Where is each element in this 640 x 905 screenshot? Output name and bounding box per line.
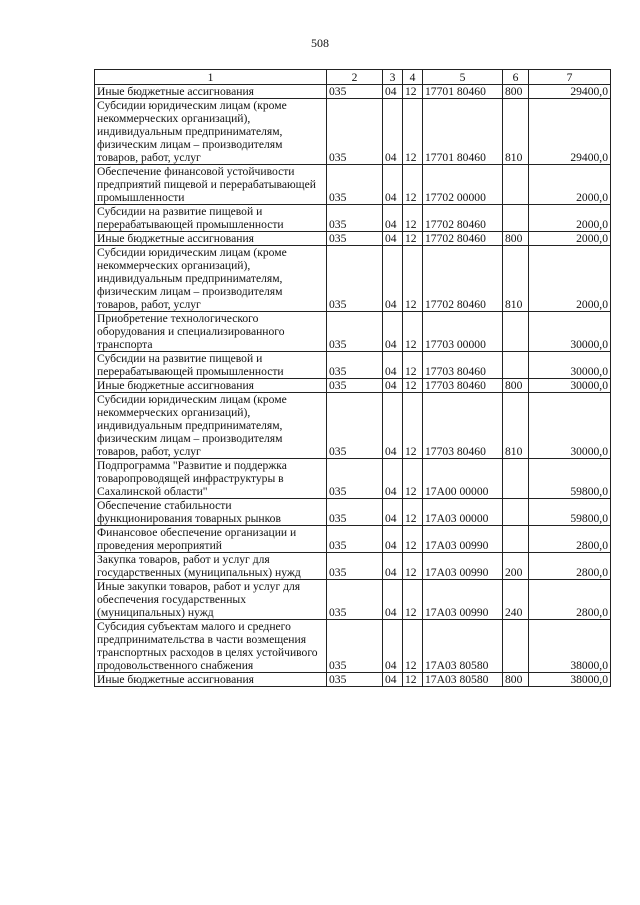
expense-type-cell: 810 <box>503 246 529 312</box>
ministry-code-cell: 035 <box>327 232 383 246</box>
table-row <box>95 393 611 459</box>
ministry-code-cell: 035 <box>327 459 383 499</box>
expense-type-cell <box>503 620 529 673</box>
expense-type-cell: 800 <box>503 232 529 246</box>
column-header: 7 <box>529 70 611 85</box>
expense-type-cell <box>503 165 529 205</box>
table-row <box>95 99 611 165</box>
subsection-code-cell: 12 <box>403 352 423 379</box>
amount-cell: 38000,0 <box>529 673 611 687</box>
section-code-cell: 04 <box>383 459 403 499</box>
expense-type-cell: 800 <box>503 379 529 393</box>
ministry-code-cell: 035 <box>327 205 383 232</box>
subsection-code-cell: 12 <box>403 205 423 232</box>
table-row <box>95 553 611 580</box>
expense-type-cell <box>503 352 529 379</box>
ministry-code-cell: 035 <box>327 526 383 553</box>
expense-name-cell: Иные бюджетные ассигнования <box>95 379 327 393</box>
expense-type-cell <box>503 205 529 232</box>
subsection-code-cell: 12 <box>403 580 423 620</box>
amount-cell: 2000,0 <box>529 165 611 205</box>
expense-name-cell: Субсидии на развитие пищевой и перерабатывающей промышленности <box>95 205 327 232</box>
expense-type-cell: 800 <box>503 673 529 687</box>
amount-cell: 29400,0 <box>529 99 611 165</box>
table-row <box>95 526 611 553</box>
expense-type-cell <box>503 312 529 352</box>
expense-name-cell: Закупка товаров, работ и услуг для государственных (муниципальных) нужд <box>95 553 327 580</box>
table-row <box>95 205 611 232</box>
ministry-code-cell: 035 <box>327 165 383 205</box>
target-article-cell: 17А03 80580 <box>423 620 503 673</box>
ministry-code-cell: 035 <box>327 312 383 352</box>
subsection-code-cell: 12 <box>403 673 423 687</box>
target-article-cell: 17А03 80580 <box>423 673 503 687</box>
column-header: 5 <box>423 70 503 85</box>
amount-cell: 59800,0 <box>529 459 611 499</box>
expense-type-cell: 810 <box>503 393 529 459</box>
target-article-cell: 17А03 00990 <box>423 526 503 553</box>
amount-cell: 2800,0 <box>529 526 611 553</box>
column-header: 4 <box>403 70 423 85</box>
ministry-code-cell: 035 <box>327 393 383 459</box>
subsection-code-cell: 12 <box>403 246 423 312</box>
expense-type-cell <box>503 499 529 526</box>
expense-name-cell: Субсидии юридическим лицам (кроме некоммерческих организаций), индивидуальным предпринимателям, физическим лицам – производителям товаров, работ, услуг <box>95 393 327 459</box>
amount-cell: 38000,0 <box>529 620 611 673</box>
subsection-code-cell: 12 <box>403 379 423 393</box>
ministry-code-cell: 035 <box>327 620 383 673</box>
budget-table <box>94 69 611 687</box>
target-article-cell: 17А03 00990 <box>423 553 503 580</box>
amount-cell: 2000,0 <box>529 246 611 312</box>
table-row <box>95 580 611 620</box>
table-body <box>95 85 611 687</box>
subsection-code-cell: 12 <box>403 499 423 526</box>
subsection-code-cell: 12 <box>403 553 423 580</box>
amount-cell: 30000,0 <box>529 352 611 379</box>
ministry-code-cell: 035 <box>327 580 383 620</box>
section-code-cell: 04 <box>383 85 403 99</box>
column-header: 6 <box>503 70 529 85</box>
expense-type-cell <box>503 526 529 553</box>
target-article-cell: 17702 80460 <box>423 246 503 312</box>
ministry-code-cell: 035 <box>327 246 383 312</box>
section-code-cell: 04 <box>383 165 403 205</box>
expense-name-cell: Иные закупки товаров, работ и услуг для обеспечения государственных (муниципальных) нужд <box>95 580 327 620</box>
target-article-cell: 17А00 00000 <box>423 459 503 499</box>
section-code-cell: 04 <box>383 553 403 580</box>
ministry-code-cell: 035 <box>327 379 383 393</box>
expense-name-cell: Субсидии юридическим лицам (кроме некоммерческих организаций), индивидуальным предпринимателям, физическим лицам – производителям товаров, работ, услуг <box>95 99 327 165</box>
expense-name-cell: Субсидии юридическим лицам (кроме некоммерческих организаций), индивидуальным предпринимателям, физическим лицам – производителям товаров, работ, услуг <box>95 246 327 312</box>
table-row <box>95 85 611 99</box>
expense-type-cell: 810 <box>503 99 529 165</box>
section-code-cell: 04 <box>383 99 403 165</box>
target-article-cell: 17701 80460 <box>423 99 503 165</box>
section-code-cell: 04 <box>383 673 403 687</box>
section-code-cell: 04 <box>383 312 403 352</box>
target-article-cell: 17703 80460 <box>423 379 503 393</box>
page-number: 508 <box>311 36 329 50</box>
amount-cell: 2000,0 <box>529 232 611 246</box>
target-article-cell: 17702 00000 <box>423 165 503 205</box>
section-code-cell: 04 <box>383 352 403 379</box>
table-row <box>95 232 611 246</box>
subsection-code-cell: 12 <box>403 393 423 459</box>
table-row <box>95 459 611 499</box>
expense-type-cell <box>503 459 529 499</box>
expense-name-cell: Подпрограмма "Развитие и поддержка товаропроводящей инфраструктуры в Сахалинской области" <box>95 459 327 499</box>
expense-name-cell: Субсидия субъектам малого и среднего предпринимательства в части возмещения транспортных расходов в целях устойчивого продовольственного снабжения <box>95 620 327 673</box>
amount-cell: 2000,0 <box>529 205 611 232</box>
table-row <box>95 620 611 673</box>
subsection-code-cell: 12 <box>403 620 423 673</box>
ministry-code-cell: 035 <box>327 99 383 165</box>
ministry-code-cell: 035 <box>327 499 383 526</box>
subsection-code-cell: 12 <box>403 99 423 165</box>
target-article-cell: 17А03 00990 <box>423 580 503 620</box>
subsection-code-cell: 12 <box>403 526 423 553</box>
table-row <box>95 352 611 379</box>
section-code-cell: 04 <box>383 620 403 673</box>
amount-cell: 30000,0 <box>529 393 611 459</box>
expense-type-cell: 240 <box>503 580 529 620</box>
expense-name-cell: Иные бюджетные ассигнования <box>95 85 327 99</box>
target-article-cell: 17701 80460 <box>423 85 503 99</box>
subsection-code-cell: 12 <box>403 459 423 499</box>
target-article-cell: 17702 80460 <box>423 232 503 246</box>
expense-name-cell: Обеспечение стабильности функционирования товарных рынков <box>95 499 327 526</box>
table-row <box>95 246 611 312</box>
expense-name-cell: Приобретение технологического оборудования и специализированного транспорта <box>95 312 327 352</box>
column-header: 1 <box>95 70 327 85</box>
expense-name-cell: Обеспечение финансовой устойчивости предприятий пищевой и перерабатывающей промышленности <box>95 165 327 205</box>
target-article-cell: 17А03 00000 <box>423 499 503 526</box>
table-row <box>95 312 611 352</box>
section-code-cell: 04 <box>383 246 403 312</box>
section-code-cell: 04 <box>383 526 403 553</box>
expense-name-cell: Субсидии на развитие пищевой и перерабатывающей промышленности <box>95 352 327 379</box>
section-code-cell: 04 <box>383 393 403 459</box>
subsection-code-cell: 12 <box>403 165 423 205</box>
table-row <box>95 499 611 526</box>
expense-name-cell: Иные бюджетные ассигнования <box>95 232 327 246</box>
table-row <box>95 379 611 393</box>
ministry-code-cell: 035 <box>327 673 383 687</box>
table-row <box>95 673 611 687</box>
expense-type-cell: 800 <box>503 85 529 99</box>
section-code-cell: 04 <box>383 205 403 232</box>
amount-cell: 2800,0 <box>529 553 611 580</box>
section-code-cell: 04 <box>383 580 403 620</box>
expense-name-cell: Финансовое обеспечение организации и проведения мероприятий <box>95 526 327 553</box>
table-row <box>95 165 611 205</box>
target-article-cell: 17703 80460 <box>423 393 503 459</box>
target-article-cell: 17703 80460 <box>423 352 503 379</box>
expense-type-cell: 200 <box>503 553 529 580</box>
amount-cell: 59800,0 <box>529 499 611 526</box>
section-code-cell: 04 <box>383 379 403 393</box>
amount-cell: 30000,0 <box>529 379 611 393</box>
column-header: 2 <box>327 70 383 85</box>
target-article-cell: 17702 80460 <box>423 205 503 232</box>
target-article-cell: 17703 00000 <box>423 312 503 352</box>
subsection-code-cell: 12 <box>403 312 423 352</box>
amount-cell: 2800,0 <box>529 580 611 620</box>
table-header-row <box>95 70 611 85</box>
subsection-code-cell: 12 <box>403 85 423 99</box>
ministry-code-cell: 035 <box>327 85 383 99</box>
expense-name-cell: Иные бюджетные ассигнования <box>95 673 327 687</box>
section-code-cell: 04 <box>383 232 403 246</box>
column-header: 3 <box>383 70 403 85</box>
amount-cell: 29400,0 <box>529 85 611 99</box>
ministry-code-cell: 035 <box>327 352 383 379</box>
amount-cell: 30000,0 <box>529 312 611 352</box>
section-code-cell: 04 <box>383 499 403 526</box>
subsection-code-cell: 12 <box>403 232 423 246</box>
ministry-code-cell: 035 <box>327 553 383 580</box>
